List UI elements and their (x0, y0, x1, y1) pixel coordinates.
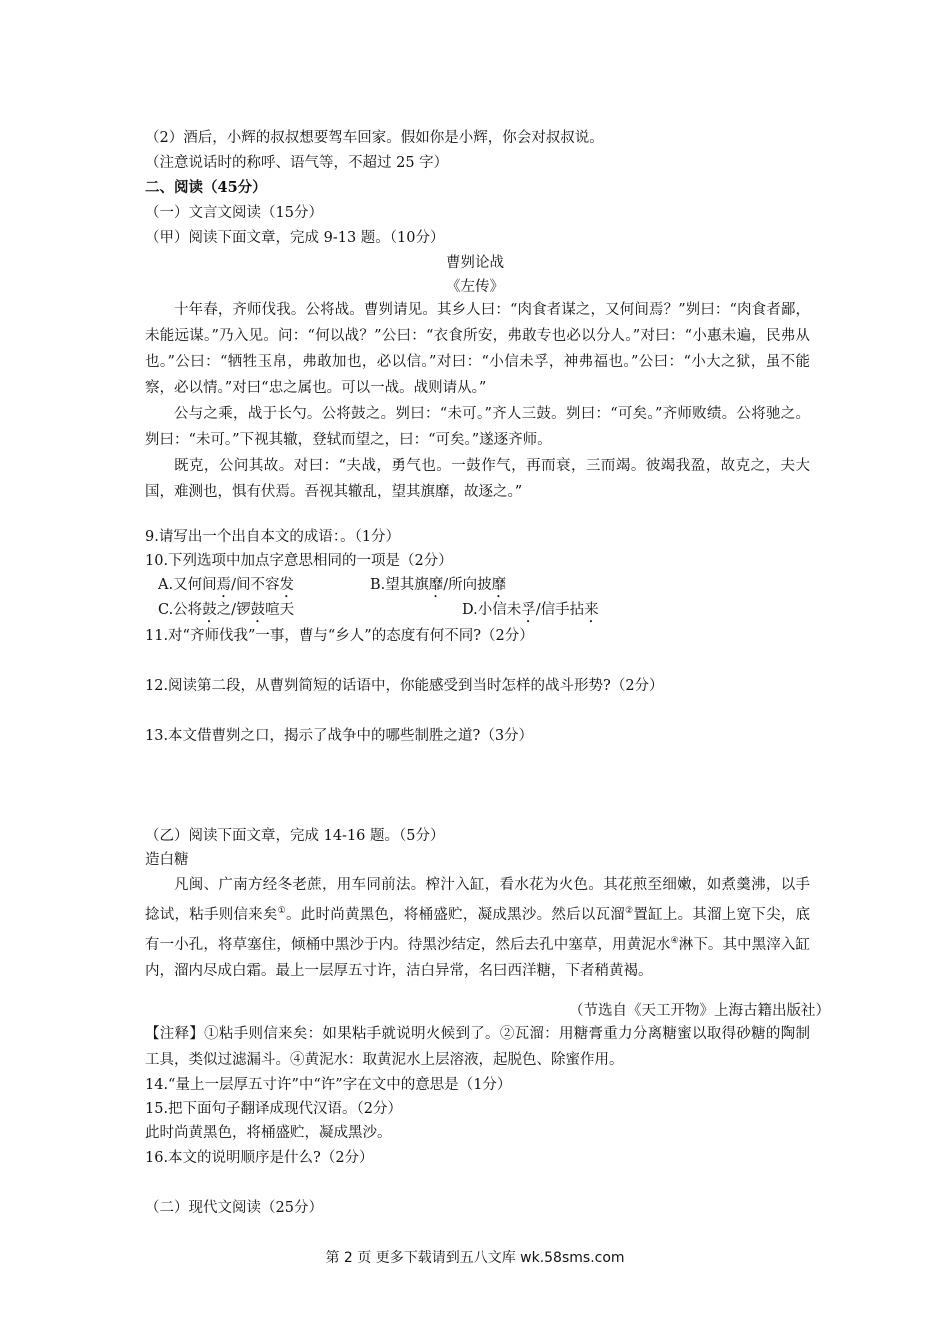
question-9: 9.请写出一个出自本文的成语：。（1分） (145, 529, 401, 545)
article-paragraph-1: 十年春，齐师伐我。公将战。曹刿请见。其乡人曰：“肉食者谋之，又何间焉？”刿曰：“肉食者鄙，未能远谋。”乃入见。问：“何以战？”公曰：“衣食所安，弗敢专也必以分人。”对曰：“小惠未遍，民弗从也。”公曰：“牺牲玉帛，弗敢加也，必以信。”对曰：“小信未孚，神弗福也。”公曰：“小大之狱，虽不能察，必以情。”对曰“忠之属也。可以一战。战则请从。” (145, 302, 810, 396)
article-paragraph-3: 既克，公问其故。对曰：“夫战，勇气也。一鼓作气，再而衰，三而竭。彼竭我盈，故克之，夫大国，难测也，惧有伏焉。吾视其辙乱，望其旗靡，故逐之。” (145, 458, 810, 500)
article-title: 曹刿论战 (446, 255, 504, 271)
option-b: B.望其旗靡/所向披靡 (370, 577, 507, 593)
article2-paragraph: 凡闽、广南方经冬老蔗，用车同前法。榨汁入缸，看水花为火色。其花煎至细嫩，如煮羹沸，以手捻试，粘手则信来矣①。此时尚黄黑色，将桶盛贮，凝成黑沙。然后以瓦溜②置缸上。其溜上宽下尖，底有一小孔，将草塞住，倾桶中黑沙于内。待黑沙结定，然后去孔中塞草，用黄泥水④淋下。其中黑滓入缸内，溜内尽成白霜。最上一层厚五寸许，洁白异常，名曰西洋糖，下者稍黄褐。 (145, 877, 811, 979)
part-title-classical: （一）文言文阅读（15分） (145, 205, 323, 221)
part-title-yi: （乙）阅读下面文章，完成 14-16 题。（5分） (145, 828, 445, 844)
article2-title: 造白糖 (145, 852, 189, 868)
option-c: C.公将鼓之/锣鼓喧天 (158, 602, 295, 618)
article-source: 《左传》 (446, 279, 504, 295)
question-11: 11.对“齐师伐我”一事，曹与“乡人”的态度有何不同?（2分） (145, 628, 534, 644)
question-15-sentence: 此时尚黄黑色，将桶盛贮，凝成黑沙。 (145, 1125, 392, 1141)
question-14: 14.“量上一层厚五寸许”中“许”字在文中的意思是（1分） (145, 1077, 512, 1093)
question-10: 10.下列选项中加点字意思相同的一项是（2分） (145, 553, 453, 569)
option-d: D.小信未孚/信手拈来 (462, 602, 599, 618)
question-16: 16.本文的说明顺序是什么?（2分） (145, 1150, 374, 1166)
page-footer: 第 2 页 更多下载请到五八文库 wk.58sms.com (325, 1250, 625, 1266)
article2-source: （节选自《天工开物》上海古籍出版社） (569, 1003, 830, 1019)
article2-notes: 【注释】①粘手则信来矣：如果粘手就说明火候到了。②瓦溜：用糖膏重力分离糖蜜以取得砂糖的陶制工具，类似过滤漏斗。④黄泥水：取黄泥水上层溶液，起脱色、除蜜作用。 (145, 1026, 810, 1068)
question-13: 13.本文借曹刿之口，揭示了战争中的哪些制胜之道?（3分） (145, 728, 534, 744)
option-a: A.又何间焉/间不容发 (158, 577, 294, 593)
question-8-2: （2）酒后，小辉的叔叔想要驾车回家。假如你是小辉，你会对叔叔说。 (145, 130, 604, 146)
part-title-modern: （二）现代文阅读（25分） (145, 1200, 323, 1216)
question-12: 12.阅读第二段，从曹刿简短的话语中，你能感受到当时怎样的战斗形势?（2分） (145, 678, 664, 694)
question-8-2-note: （注意说话时的称呼、语气等，不超过 25 字） (145, 155, 449, 171)
part-title-jia: （甲）阅读下面文章，完成 9-13 题。（10分） (145, 230, 445, 246)
section-title-reading: 二、阅读（45分） (145, 179, 267, 196)
question-15: 15.把下面句子翻译成现代汉语。（2分） (145, 1101, 403, 1117)
article-paragraph-2: 公与之乘，战于长勺。公将鼓之。刿曰：“未可。”齐人三鼓。刿曰：“可矣。”齐师败绩。公将驰之。刿曰：“未可。”下视其辙，登轼而望之，曰：“可矣。”遂逐齐师。 (145, 406, 810, 448)
